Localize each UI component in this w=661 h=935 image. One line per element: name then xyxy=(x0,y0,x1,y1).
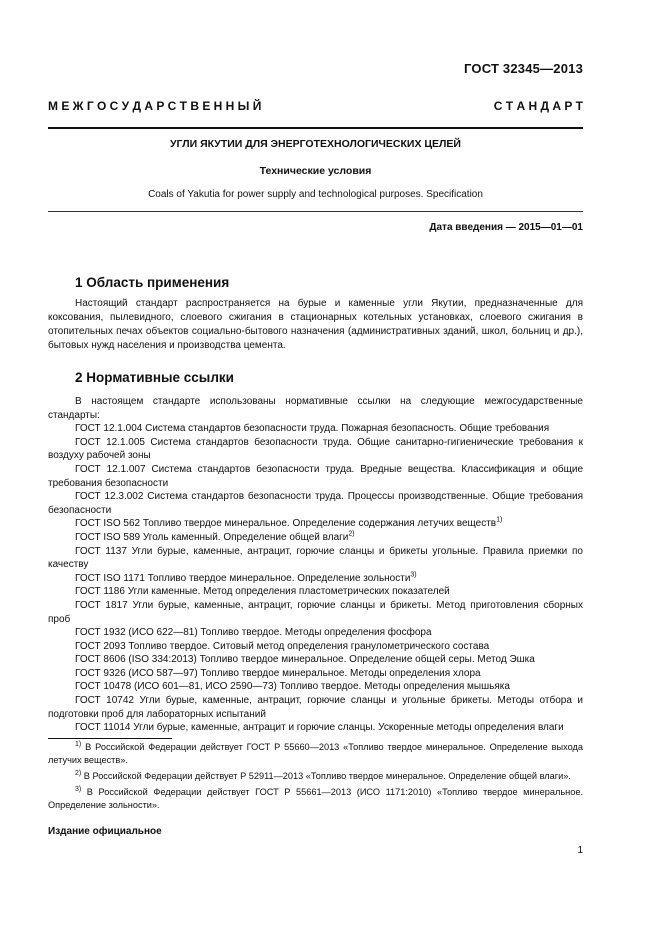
introduction-date: Дата введения — 2015—01—01 xyxy=(429,222,583,233)
reference-item: ГОСТ 12.3.002 Система стандартов безопасности труда. Процессы производственные. Общие требования безопасности xyxy=(48,491,583,516)
footnote-marker[interactable]: 1) xyxy=(496,517,503,525)
reference-item: ГОСТ 1817 Угли бурые, каменные, антрацит, горючие сланцы и брикеты. Метод приготовления сборных проб xyxy=(48,599,583,625)
section-1-body xyxy=(48,297,583,353)
reference-item: ГОСТ ISO 562 Топливо твердое минеральное. Определение содержания летучих веществ$^{1)}$ xyxy=(75,517,503,530)
reference-item: ГОСТ 12.1.004 Система стандартов безопасности труда. Пожарная безопасность. Общие требования xyxy=(75,423,550,435)
footnote-marker[interactable]: 2) xyxy=(348,530,355,538)
interstate-standard-banner xyxy=(48,99,583,113)
section-1-heading: 1 Область применения xyxy=(75,275,230,290)
title-rule xyxy=(48,211,583,212)
interstate-word: М Е Ж Г О С У Д А Р С Т В Е Н Н Ы Й xyxy=(48,99,262,113)
footnotes xyxy=(48,741,583,815)
official-edition-label: Издание официальное xyxy=(48,826,162,837)
footnote-marker[interactable]: 3) xyxy=(410,571,417,579)
reference-item: ГОСТ 8606 (ISO 334:2013) Топливо твердое минеральное. Определение общей серы. Метод Эшка xyxy=(75,654,535,666)
section-1-paragraph: Настоящий стандарт распространяется на бурые и каменные угли Якутии, предназначенные для коксования, пылевидного, слоевого сжигания в стационарных котельных установках, слоевого сжигания в отопительных печах объектов социально-бытового назначения (административных зданий, школ, больниц и др.), бытовых нужд населения и производства цемента. xyxy=(48,298,583,351)
reference-item: ГОСТ 9326 (ИСО 587—97) Топливо твердое минеральное. Методы определения хлора xyxy=(75,667,481,679)
reference-item: ГОСТ 1932 (ИСО 622—81) Топливо твердое. Методы определения фосфора xyxy=(75,627,432,639)
footnote-number: 3) xyxy=(75,785,82,793)
section-2-heading: 2 Нормативные ссылки xyxy=(75,370,234,385)
document-english-title: Coals of Yakutia for power supply and technological purposes. Specification xyxy=(148,189,483,200)
gost-number: ГОСТ 32345—2013 xyxy=(464,61,583,76)
reference-item: ГОСТ 10742 Угли бурые, каменные, антрацит, горючие сланцы и угольные брикеты. Методы отбора и подготовки проб для лабораторных испытаний xyxy=(48,695,583,720)
footnote-rule xyxy=(48,738,172,739)
footnote-number: 1) xyxy=(75,740,82,748)
standard-word: С Т А Н Д А Р Т xyxy=(493,99,583,113)
document-subtitle: Технические условия xyxy=(259,165,372,177)
reference-item: ГОСТ ISO 589 Уголь каменный. Определение общей влаги$^{2)}$ xyxy=(75,530,355,543)
references-intro: В настоящем стандарте использованы нормативные ссылки на следующие межгосударственные стандарты: xyxy=(48,396,583,421)
reference-item: ГОСТ 12.1.007 Система стандартов безопасности труда. Вредные вещества. Классификация и общие требования безопасности xyxy=(48,463,583,489)
reference-item: ГОСТ 1137 Угли бурые, каменные, антрацит, горючие сланцы и брикеты угольные. Правила приемки по качеству xyxy=(48,545,583,571)
reference-item: ГОСТ 1186 Угли каменные. Метод определения пластометрических показателей xyxy=(75,586,450,598)
references-list xyxy=(48,422,583,735)
footnote-item: $^{2)}$ В Российской Федерации действует Р 52911—2013 «Топливо твердое минеральное. Определение общей влаги». xyxy=(75,769,571,781)
footnote-item: $^{3)}$ В Российской Федерации действует ГОСТ Р 55661—2013 (ИСО 1171:2010) «Топливо твердое минеральное. Определение зольности». xyxy=(48,785,583,810)
page-number: 1 xyxy=(577,845,583,856)
normative-references xyxy=(48,395,583,735)
reference-item: ГОСТ 11014 Угли бурые, каменные, антрацит и горючие сланцы. Ускоренные методы определения влаги xyxy=(75,722,564,734)
header-rule xyxy=(48,127,583,129)
footnote-number: 2) xyxy=(75,769,82,777)
reference-item: ГОСТ 12.1.005 Система стандартов безопасности труда. Общие санитарно-гигиенические требования к воздуху рабочей зоны xyxy=(48,436,583,462)
document-title: УГЛИ ЯКУТИИ ДЛЯ ЭНЕРГОТЕХНОЛОГИЧЕСКИХ ЦЕЛЕЙ xyxy=(170,138,461,150)
reference-item: ГОСТ 10478 (ИСО 601—81, ИСО 2590—73) Топливо твердое. Методы определения мышьяка xyxy=(75,681,510,693)
footnote-item: $^{1)}$ В Российской Федерации действует ГОСТ Р 55660—2013 «Топливо твердое минеральное. Определение выхода летучих веществ». xyxy=(48,740,583,765)
reference-item: ГОСТ ISO 1171 Топливо твердое минеральное. Определение зольности$^{3)}$ xyxy=(75,571,417,584)
reference-item: ГОСТ 2093 Топливо твердое. Ситовый метод определения гранулометрического состава xyxy=(75,640,490,652)
